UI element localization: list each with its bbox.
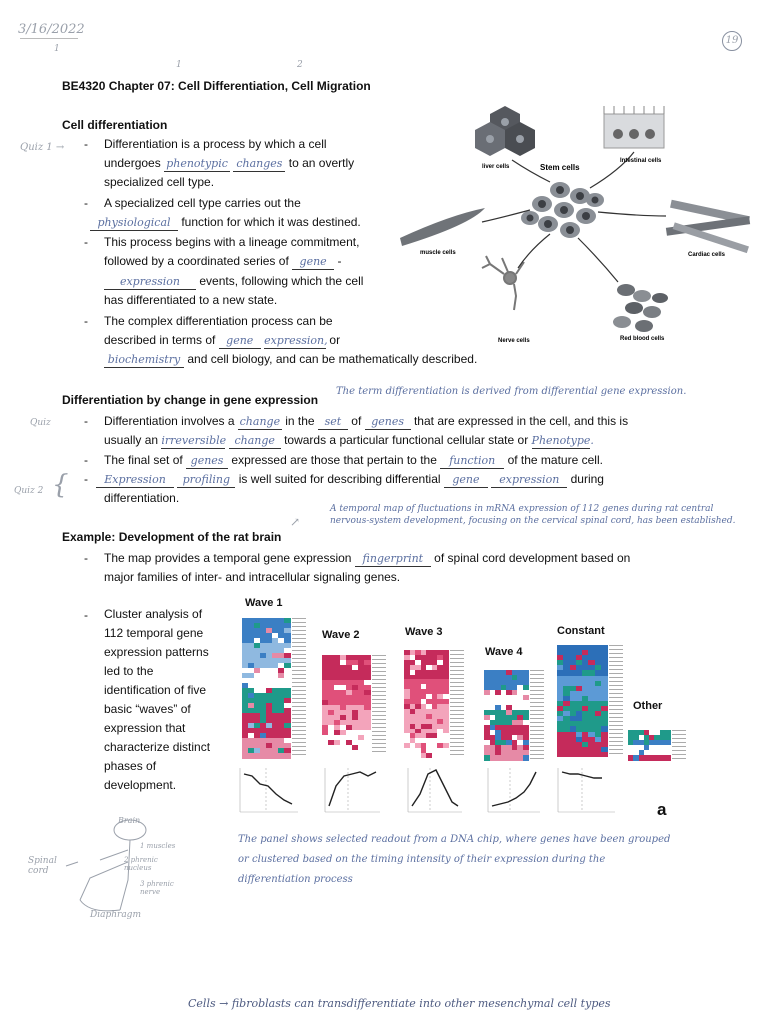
bullet-dash: -: [84, 453, 88, 467]
heatmap-cell: [284, 753, 291, 759]
text-span: to an overtly: [288, 156, 355, 170]
handwritten-note: The panel shows selected readout from a DNA chip, where genes have been grouped or clustered based on the timing intensity of their expression during the differentiation process: [238, 834, 671, 885]
red-blood-cells-icon: [613, 284, 668, 332]
text-span: during: [570, 472, 604, 486]
intestinal-cells-icon: [604, 106, 664, 148]
blank-fill: change: [229, 434, 281, 449]
bullet-dash: -: [84, 414, 88, 428]
bullet-dash: -: [84, 196, 88, 210]
text-line: [104, 451, 603, 470]
quiz-annotation: Quiz 1 →: [20, 142, 65, 153]
diagram-label: Stem cells: [540, 163, 580, 172]
text-span: expressed are those that pertain to the: [231, 453, 437, 467]
expression-heatmap: [628, 730, 670, 760]
text-line: followed by a coordinated series of gene -: [104, 254, 342, 268]
section-heading: Cell differentiation: [62, 118, 168, 132]
blank-fill: set: [318, 415, 348, 430]
text-line: [104, 549, 630, 568]
diagram-label: Nerve cells: [498, 338, 530, 344]
blank-fill: function: [440, 454, 504, 469]
gene-label-column: [530, 670, 544, 760]
blank-fill: profiling: [177, 473, 235, 488]
text-line: has differentiated to a new state.: [104, 293, 278, 307]
text-span: towards a particular functional cellular state or: [284, 433, 529, 447]
sketch-label: Diaphragm: [90, 910, 141, 920]
liver-cells-icon: [475, 106, 535, 156]
arrow-mark: ↗: [290, 515, 301, 529]
tick-mark: 1: [176, 60, 182, 70]
wave-trend-plots: [230, 760, 630, 820]
blank-fill: changes: [233, 157, 285, 172]
text-line: [96, 470, 604, 489]
bottom-note: Cells → fibroblasts can transdifferentiate into other mesenchymal cell types: [188, 997, 611, 1010]
brace-mark: {: [52, 470, 69, 500]
diagram-label: liver cells: [482, 164, 510, 170]
stem-cells-icon: [521, 182, 604, 238]
text-line: led to the: [104, 664, 154, 678]
text-span: function for which it was destined.: [181, 215, 361, 229]
nerve-cells-icon: [482, 256, 524, 310]
gene-label-column: [672, 730, 686, 760]
blank-fill: expression,: [264, 334, 328, 347]
text-span: of: [351, 414, 362, 428]
blank-fill: gene: [444, 473, 488, 488]
text-span: undergoes: [104, 156, 161, 170]
section-heading: Differentiation by change in gene expression: [62, 393, 319, 407]
text-line: characterize distinct: [104, 740, 211, 754]
text-line: [104, 272, 363, 291]
bullet-dash: -: [84, 314, 88, 328]
section-heading: Example: Development of the rat brain: [62, 530, 282, 544]
tick-mark: 2: [297, 60, 303, 70]
quiz-annotation: Quiz: [30, 418, 51, 428]
text-span: events, following which the cell: [199, 274, 364, 288]
text-line: [104, 154, 354, 173]
text-span: described in terms of: [104, 333, 216, 347]
text-line: development.: [104, 778, 177, 792]
text-line: phases of: [104, 759, 157, 773]
panel-letter: a: [657, 800, 667, 819]
diagram-label: muscle cells: [420, 250, 456, 256]
blank-fill: irreversible: [161, 434, 227, 447]
bullet-dash: -: [84, 137, 88, 151]
wave-title: Wave 1: [245, 597, 283, 609]
blank-fill: Phenotype.: [531, 434, 594, 447]
blank-fill: genes: [186, 454, 228, 469]
sketch-label: Brain: [118, 816, 141, 825]
margin-note: A temporal map of fluctuations in mRNA expression of 112 genes during rat central nervous-system development, focusing on the cervical spinal cord, has been established.: [330, 504, 736, 526]
heatmap-cell: [665, 755, 671, 761]
blank-fill: fingerprint: [355, 552, 431, 567]
stem-cell-diagram: [390, 100, 760, 350]
page-number: 19: [722, 31, 742, 51]
date-annotation: 3/16/2022: [18, 22, 85, 37]
bullet-dash: -: [84, 235, 88, 249]
blank-fill: phenotypic: [164, 157, 230, 172]
text-span: The map provides a temporal gene expression: [104, 551, 352, 565]
text-line: The complex differentiation process can be: [104, 314, 333, 328]
text-line: 112 temporal gene: [104, 626, 204, 640]
text-line: identification of five: [104, 683, 207, 697]
blank-fill: expression: [491, 473, 567, 488]
text-line: differentiation.: [104, 491, 180, 505]
bullet-dash: -: [84, 551, 88, 565]
blank-fill: physiological: [90, 216, 178, 231]
expression-heatmap: [557, 645, 607, 757]
text-line: [90, 213, 361, 232]
quiz-annotation: Quiz 2: [14, 486, 44, 496]
wave-title: Constant: [557, 625, 605, 637]
sketch-label: 3 phrenic nerve: [140, 880, 174, 896]
text-line: [104, 431, 594, 450]
diagram-label: Cardiac cells: [688, 252, 726, 258]
bullet-dash: -: [84, 472, 88, 486]
muscle-cells-icon: [400, 208, 485, 246]
sketch-label: 1 muscles: [140, 842, 176, 850]
text-span: and cell biology, and can be mathematically described.: [187, 352, 478, 366]
text-line: specialized cell type.: [104, 175, 215, 189]
text-span: or: [329, 333, 341, 347]
blank-fill: genes: [365, 415, 411, 430]
text-line: basic “waves” of: [104, 702, 191, 716]
wave-title: Other: [633, 700, 663, 712]
gene-label-column: [609, 645, 623, 757]
text-line: This process begins with a lineage commitment,: [104, 235, 360, 249]
text-span: in the: [285, 414, 315, 428]
text-span: The final set of: [104, 453, 183, 467]
text-line: Differentiation is a process by which a cell: [104, 137, 327, 151]
wave-title: Wave 3: [405, 626, 443, 638]
wave-title: Wave 4: [485, 646, 523, 658]
wave-title: Wave 2: [322, 629, 360, 641]
text-line: expression that: [104, 721, 186, 735]
document-title: BE4320 Chapter 07: Cell Differentiation, Cell Migration: [62, 79, 371, 93]
text-span: followed by a coordinated series of: [104, 254, 289, 268]
bullet-dash: -: [84, 608, 88, 622]
diagram-label: Red blood cells: [620, 336, 665, 342]
text-span: usually an: [104, 433, 159, 447]
text-line: expression patterns: [104, 645, 209, 659]
gene-label-column: [450, 650, 464, 758]
text-span: of the mature cell.: [507, 453, 603, 467]
tick-mark: 1: [54, 44, 60, 54]
date-underline: [20, 38, 78, 39]
cluster-analysis-text: [104, 605, 222, 795]
text-line: major families of inter- and intracellular signaling genes.: [104, 570, 401, 584]
heatmap-cell: [443, 753, 449, 758]
text-line: [104, 350, 477, 369]
text-span: of spinal cord development based on: [434, 551, 631, 565]
gene-label-column: [292, 618, 306, 758]
sketch-label: Spinal cord: [28, 856, 57, 876]
text-line: A specialized cell type carries out the: [104, 196, 301, 210]
blank-fill: gene: [292, 255, 334, 270]
blank-fill: gene: [219, 334, 261, 349]
expression-heatmap: [484, 670, 528, 760]
expression-heatmap: [404, 650, 448, 758]
text-span: Differentiation involves a: [104, 414, 235, 428]
text-line: Cluster analysis of: [104, 607, 203, 621]
heatmap-cell: [601, 752, 608, 758]
text-span: is well suited for describing differential: [238, 472, 441, 486]
expression-heatmap: [322, 655, 370, 755]
cardiac-cells-icon: [666, 200, 750, 253]
gene-label-column: [372, 655, 386, 755]
blank-fill: expression: [104, 275, 196, 290]
expression-heatmap: [242, 618, 290, 758]
sketch-label: 2 phrenic nucleus: [124, 856, 158, 872]
text-span: that are expressed in the cell, and this is: [413, 414, 629, 428]
text-line: [104, 412, 628, 431]
margin-note: The term differentiation is derived from differential gene expression.: [336, 386, 687, 397]
heatmap-cell: [364, 750, 371, 756]
text-line: [104, 331, 340, 350]
blank-fill: biochemistry: [104, 353, 184, 368]
diagram-label: Intestinal cells: [620, 158, 662, 164]
blank-fill: Expression: [96, 473, 174, 488]
blank-fill: change: [239, 415, 281, 428]
